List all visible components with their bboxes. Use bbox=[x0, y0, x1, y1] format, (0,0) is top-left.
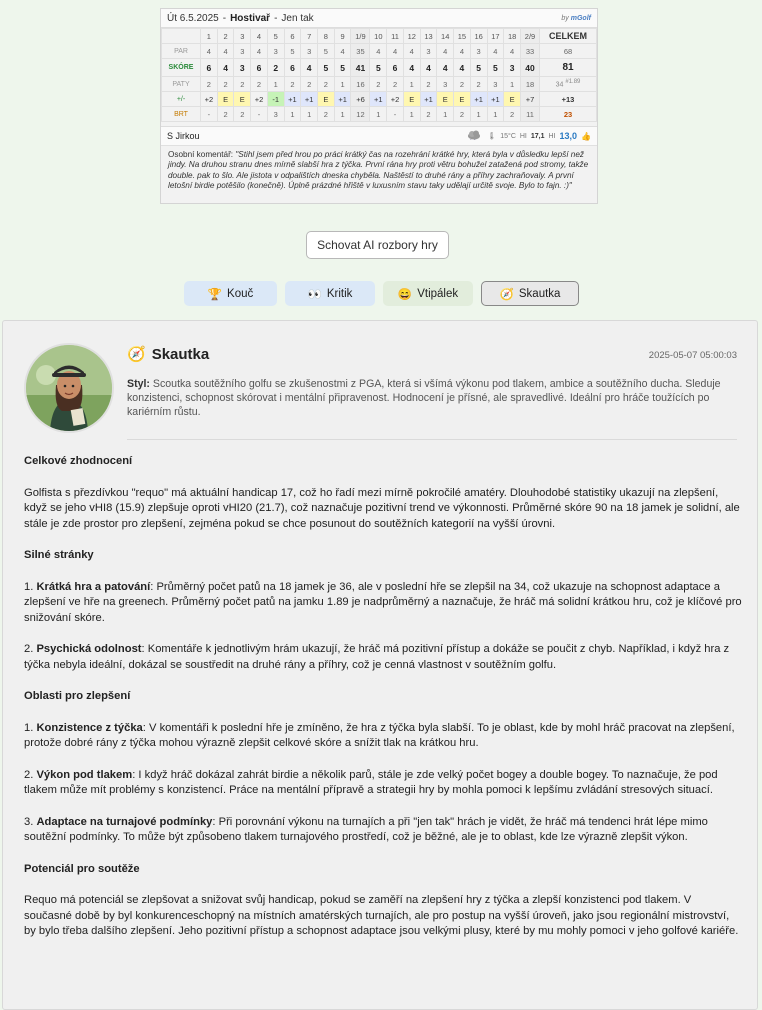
hole-cell: 2 bbox=[251, 77, 268, 92]
hole-cell: 1 bbox=[201, 29, 218, 44]
section-heading: Oblasti pro zlepšení bbox=[24, 690, 131, 702]
hole-cell: +2 bbox=[201, 92, 218, 107]
hi-label: HI bbox=[519, 132, 527, 140]
hole-cell: - bbox=[251, 107, 268, 122]
list-item: 1. Krátká hra a patování: Průměrný počet patů na 18 jamek je 36, ale v poslední hře se zlepšil na 34, což ukazuje na schopnost adaptace a zlepšení ve hře na greenech. Průměrný počet patů na jamku 1.89 je nadprůměrný a naznačuje, že hráč má solidní krátkou hru, což je klíčové pro snižování skóre. bbox=[24, 580, 742, 624]
hole-cell: 3 bbox=[267, 107, 284, 122]
list-item: 2. Výkon pod tlakem: I když hráč dokázal zahrát birdie a několik parů, stále je zde velký počet bogey a double bogey. To naznačuje, že pod tlakem může mít problémy s konzistencí. Práce na mentální přípravě a strategii hry by mohla pomoci k lepšímu zvládání stresových situací. bbox=[24, 768, 718, 796]
hole-cell: 6 bbox=[251, 59, 268, 77]
hole-cell: 6 bbox=[284, 29, 301, 44]
hole-cell: 2 bbox=[370, 77, 387, 92]
hole-cell: 2 bbox=[470, 77, 487, 92]
hole-cell: 2 bbox=[217, 77, 234, 92]
hole-cell: 2 bbox=[387, 77, 404, 92]
new-hi-value: 13,0 bbox=[559, 131, 578, 141]
hole-cell: 3 bbox=[267, 44, 284, 59]
trophy-icon: 🏆 bbox=[207, 288, 223, 301]
row-label: SKÓRE bbox=[162, 59, 201, 77]
hole-cell: 3 bbox=[420, 44, 437, 59]
hole-cell: 4 bbox=[251, 29, 268, 44]
hi-value: 17,1 bbox=[530, 132, 545, 140]
hole-cell: 1 bbox=[334, 107, 351, 122]
hole-cell: 5 bbox=[318, 44, 335, 59]
hole-cell: E bbox=[217, 92, 234, 107]
hole-cell: 1 bbox=[487, 107, 504, 122]
hole-cell: 1 bbox=[403, 107, 420, 122]
hole-cell: 1 bbox=[403, 77, 420, 92]
hole-cell: 6 bbox=[201, 59, 218, 77]
row-label: +/- bbox=[162, 92, 201, 107]
hole-cell: 4 bbox=[217, 59, 234, 77]
hole-cell: 1 bbox=[470, 107, 487, 122]
tab-label: Vtipálek bbox=[417, 287, 459, 300]
tab-skautka[interactable] bbox=[481, 281, 579, 306]
list-item: 1. Konzistence z týčka: V komentáři k poslední hře je zmíněno, že hra z týčka byla slabší. To je oblast, kde by mohl hráč pracovat na zlepšení, protože dobré rány z týčka mohou výrazně zlepšit celkové skóre a snížit tlak na krátkou hru. bbox=[24, 721, 735, 749]
hole-cell: 5 bbox=[370, 59, 387, 77]
holes-row bbox=[162, 29, 597, 44]
hole-cell: - bbox=[201, 107, 218, 122]
hole-cell: 5 bbox=[470, 59, 487, 77]
hole-cell: 1 bbox=[301, 107, 318, 122]
hole-cell: E bbox=[504, 92, 521, 107]
hole-cell: 5 bbox=[318, 59, 335, 77]
list-item: 2. Psychická odolnost: Komentáře k jednotlivým hrám ukazují, že hráč má pozitivní přístup a dokáže se poučit z chyb. Například, i když hra z týčka nebyla ideální, dokázal se soustředit na druhé rány a příhry, což je cenná vlastnost v soutěžním golfu. bbox=[24, 643, 730, 671]
hole-cell: 2 bbox=[420, 107, 437, 122]
analysis-timestamp: 2025-05-07 05:00:03 bbox=[648, 350, 737, 361]
hole-cell: +1 bbox=[470, 92, 487, 107]
hole-cell: E bbox=[454, 92, 471, 107]
subtotal-cell: 1/9 bbox=[351, 29, 370, 44]
analysis-title bbox=[127, 345, 209, 363]
hole-cell: 3 bbox=[487, 77, 504, 92]
grand-total-cell: 23 bbox=[540, 107, 597, 122]
hole-cell: 4 bbox=[437, 44, 454, 59]
hole-cell: 4 bbox=[251, 44, 268, 59]
subtotal-cell: 2/9 bbox=[521, 29, 540, 44]
hole-cell: +1 bbox=[334, 92, 351, 107]
tab-kritik[interactable] bbox=[285, 281, 375, 306]
thermometer-icon: 🌡 bbox=[487, 133, 497, 140]
hole-cell: 12 bbox=[403, 29, 420, 44]
hole-cell: 2 bbox=[454, 107, 471, 122]
scorecard bbox=[160, 8, 598, 204]
par-row bbox=[162, 44, 597, 59]
avatar bbox=[24, 343, 114, 433]
hole-cell: 5 bbox=[487, 59, 504, 77]
brand-label bbox=[561, 15, 591, 22]
grand-total-cell bbox=[540, 77, 597, 92]
hole-cell: 1 bbox=[334, 77, 351, 92]
hole-cell: 2 bbox=[267, 59, 284, 77]
hole-cell: 2 bbox=[504, 107, 521, 122]
hole-cell: 2 bbox=[234, 107, 251, 122]
hide-ai-analysis-button[interactable]: Schovat AI rozbory hry bbox=[306, 231, 449, 259]
hole-cell: 1 bbox=[267, 77, 284, 92]
section-heading: Silné stránky bbox=[24, 549, 94, 561]
comment-text: "Stihl jsem před hrou po práci krátký čas na rozehrání krátké hry, která byla v důsledku lepší než jindy. Na druhou stranu dnes mírně slabší hra z týčka. První rána hry proti větru bohužel zatažená pod stromy, takže double. pak to šlo. Ale jistota v odpalištích dneska chyběla. Naštěstí to druhé rány a příhry zachraňovaly. A první letošní birdie potěšilo (konečně). Úplně prázdné hřiště v luxusním stavu taky udělají určitě svoje. Bylo to fajn. :)" bbox=[168, 150, 589, 191]
smile-icon: 😄 bbox=[397, 288, 413, 301]
putts-average: #1.89 bbox=[565, 79, 581, 86]
row-label bbox=[162, 29, 201, 44]
hole-cell: 4 bbox=[301, 59, 318, 77]
hole-cell: 14 bbox=[437, 29, 454, 44]
hole-cell: 2 bbox=[201, 77, 218, 92]
thumbs-up-icon: 👍 bbox=[581, 131, 591, 141]
hole-cell: +1 bbox=[487, 92, 504, 107]
eyes-icon: 👀 bbox=[307, 288, 322, 301]
hole-cell: 2 bbox=[318, 77, 335, 92]
paragraph: Requo má potenciál se zlepšovat a snižovat svůj handicap, pokud se zaměří na zlepšení hry z týčka a zlepší konzistenci pod tlakem. V současné době by byl konkurenceschopný na místních amatérských turnajích, ale pro postup na vyšší úroveň, jako jsou regionální mistrovství, by bylo třeba dalšího zlepšení. Jeho pozitivní přístup a schopnost adaptace jsou velkými plusy, které by mu mohly pomoci v jeho golfové kariéře. bbox=[24, 894, 739, 937]
hole-cell: E bbox=[437, 92, 454, 107]
hole-cell: 16 bbox=[470, 29, 487, 44]
brt-row bbox=[162, 107, 597, 122]
hole-cell: 1 bbox=[437, 107, 454, 122]
hole-cell: - bbox=[387, 107, 404, 122]
new-hi-label: HI bbox=[548, 132, 556, 140]
hole-cell: +1 bbox=[301, 92, 318, 107]
analysis-body bbox=[24, 454, 742, 956]
hole-cell: 6 bbox=[284, 59, 301, 77]
hole-cell: 3 bbox=[470, 44, 487, 59]
grand-total-cell: 81 bbox=[540, 59, 597, 77]
brand-name: mGolf bbox=[570, 14, 591, 22]
brand-by: by bbox=[561, 14, 569, 22]
hole-cell: 15 bbox=[454, 29, 471, 44]
hole-cell: 5 bbox=[267, 29, 284, 44]
hole-cell: 13 bbox=[420, 29, 437, 44]
player-row bbox=[161, 126, 597, 145]
row-label: BRT bbox=[162, 107, 201, 122]
hole-cell: 4 bbox=[217, 44, 234, 59]
analysis-panel bbox=[2, 320, 758, 1010]
hole-cell: 4 bbox=[403, 59, 420, 77]
header-separator: - bbox=[274, 12, 278, 24]
round-type: Jen tak bbox=[281, 12, 314, 24]
hole-cell: E bbox=[318, 92, 335, 107]
hole-cell: +1 bbox=[420, 92, 437, 107]
hole-cell: 5 bbox=[284, 44, 301, 59]
round-meta bbox=[467, 130, 591, 142]
hole-cell: 9 bbox=[334, 29, 351, 44]
list-item: 3. Adaptace na turnajové podmínky: Při porovnání výkonu na turnajích a při "jen tak" hrách je vidět, že hráč má tendenci hrát lépe mimo soutěžní podmínky. To může být způsobeno tlakem turnajového prostředí, což je běžné, ale je to oblast, kde lze výrazně zlepšit výkon. bbox=[24, 815, 708, 843]
hole-cell: 4 bbox=[504, 44, 521, 59]
hole-cell: 18 bbox=[504, 29, 521, 44]
hole-cell: 4 bbox=[370, 44, 387, 59]
hole-cell: 4 bbox=[487, 44, 504, 59]
hole-cell: 7 bbox=[301, 29, 318, 44]
hole-cell: -1 bbox=[267, 92, 284, 107]
tab-label: Kritik bbox=[326, 287, 353, 300]
subtotal-cell: 11 bbox=[521, 107, 540, 122]
compass-icon: 🧭 bbox=[127, 346, 146, 363]
subtotal-cell: 12 bbox=[351, 107, 370, 122]
round-date: Út 6.5.2025 bbox=[167, 12, 219, 24]
comment-label: Osobní komentář: bbox=[168, 150, 234, 159]
hole-cell: +1 bbox=[284, 92, 301, 107]
paragraph: Golfista s přezdívkou "requo" má aktuální handicap 17, což ho řadí mezi mírně pokročilé amatéry. Dlouhodobé statistiky ukazují na zlepšení, když se jeho vHI8 (15.9) zlepšuje oproti vHI20 (21.7), což naznačuje pozitivní trend ve výkonnosti. Průměrné skóre 90 na 18 jamek je solidní, ale stále je zde prostor pro zlepšení, zejména pokud se chce posunout do soutěžních kategorií na vyšší úrovni. bbox=[24, 486, 740, 530]
hole-cell: 5 bbox=[334, 59, 351, 77]
hole-cell: 3 bbox=[234, 59, 251, 77]
hole-cell: 3 bbox=[234, 29, 251, 44]
tab-kouc[interactable] bbox=[184, 281, 277, 306]
hole-cell: 2 bbox=[284, 77, 301, 92]
hole-cell: 2 bbox=[318, 107, 335, 122]
hole-cell: 4 bbox=[454, 59, 471, 77]
tab-label: Skautka bbox=[518, 287, 561, 300]
persona-tabs bbox=[184, 281, 579, 306]
temperature: 15°C bbox=[500, 132, 516, 140]
hole-cell: 4 bbox=[454, 44, 471, 59]
score-row bbox=[162, 59, 597, 77]
subtotal-cell: +6 bbox=[351, 92, 370, 107]
subtotal-cell: +7 bbox=[521, 92, 540, 107]
hole-cell: 4 bbox=[201, 44, 218, 59]
style-text: Scoutka soutěžního golfu se zkušenostmi z PGA, která si všímá výkonu pod tlakem, ambice a soutěžního ducha. Sleduje konzistenci, schopnost skórovat i mentální připravenost. Hodnocení je přísné, ale spravedlivé. Ideální pro hráče toužících po kariérním růstu. bbox=[127, 378, 721, 418]
hole-cell: 10 bbox=[370, 29, 387, 44]
section-heading: Potenciál pro soutěže bbox=[24, 862, 140, 875]
hole-cell: 4 bbox=[334, 44, 351, 59]
persona-style bbox=[127, 377, 739, 419]
hole-cell: 2 bbox=[217, 29, 234, 44]
personal-comment bbox=[161, 145, 597, 196]
hole-cell: 3 bbox=[504, 59, 521, 77]
grand-total-cell: CELKEM bbox=[540, 29, 597, 44]
hole-cell: E bbox=[403, 92, 420, 107]
hole-cell: 4 bbox=[437, 59, 454, 77]
grand-total-cell: 68 bbox=[540, 44, 597, 59]
row-label: PATY bbox=[162, 77, 201, 92]
hole-cell: 2 bbox=[301, 77, 318, 92]
hole-cell: 4 bbox=[387, 44, 404, 59]
hole-cell: E bbox=[234, 92, 251, 107]
putts-total: 34 bbox=[555, 81, 564, 89]
score-table bbox=[161, 28, 597, 122]
diff-row bbox=[162, 92, 597, 107]
section-heading: Celkové zhodnocení bbox=[24, 455, 133, 467]
playing-partner: S Jirkou bbox=[167, 131, 200, 141]
tab-label: Kouč bbox=[227, 287, 254, 300]
hole-cell: 2 bbox=[420, 77, 437, 92]
hole-cell: 6 bbox=[387, 59, 404, 77]
subtotal-cell: 33 bbox=[521, 44, 540, 59]
putts-row bbox=[162, 77, 597, 92]
hole-cell: 17 bbox=[487, 29, 504, 44]
subtotal-cell: 41 bbox=[351, 59, 370, 77]
style-label: Styl: bbox=[127, 378, 150, 390]
hole-cell: 4 bbox=[403, 44, 420, 59]
grand-total-cell: +13 bbox=[540, 92, 597, 107]
hole-cell: +1 bbox=[370, 92, 387, 107]
hole-cell: 11 bbox=[387, 29, 404, 44]
tab-vtipalek[interactable] bbox=[383, 281, 473, 306]
divider bbox=[127, 439, 737, 440]
persona-name: Skautka bbox=[151, 345, 210, 363]
hole-cell: 3 bbox=[301, 44, 318, 59]
hole-cell: 2 bbox=[454, 77, 471, 92]
hole-cell: +2 bbox=[251, 92, 268, 107]
course-name: Hostivař bbox=[230, 12, 271, 24]
scorecard-header bbox=[161, 9, 597, 28]
compass-icon: 🧭 bbox=[499, 288, 514, 301]
row-label: PAR bbox=[162, 44, 201, 59]
hole-cell: 1 bbox=[370, 107, 387, 122]
subtotal-cell: 35 bbox=[351, 44, 370, 59]
subtotal-cell: 40 bbox=[521, 59, 540, 77]
hole-cell: 2 bbox=[234, 77, 251, 92]
hole-cell: +2 bbox=[387, 92, 404, 107]
subtotal-cell: 18 bbox=[521, 77, 540, 92]
hole-cell: 4 bbox=[420, 59, 437, 77]
hole-cell: 3 bbox=[234, 44, 251, 59]
hole-cell: 8 bbox=[318, 29, 335, 44]
hole-cell: 1 bbox=[504, 77, 521, 92]
header-separator: - bbox=[222, 12, 227, 24]
subtotal-cell: 16 bbox=[351, 77, 370, 92]
hole-cell: 3 bbox=[437, 77, 454, 92]
weather-icon bbox=[467, 130, 483, 142]
hole-cell: 1 bbox=[284, 107, 301, 122]
hole-cell: 2 bbox=[217, 107, 234, 122]
